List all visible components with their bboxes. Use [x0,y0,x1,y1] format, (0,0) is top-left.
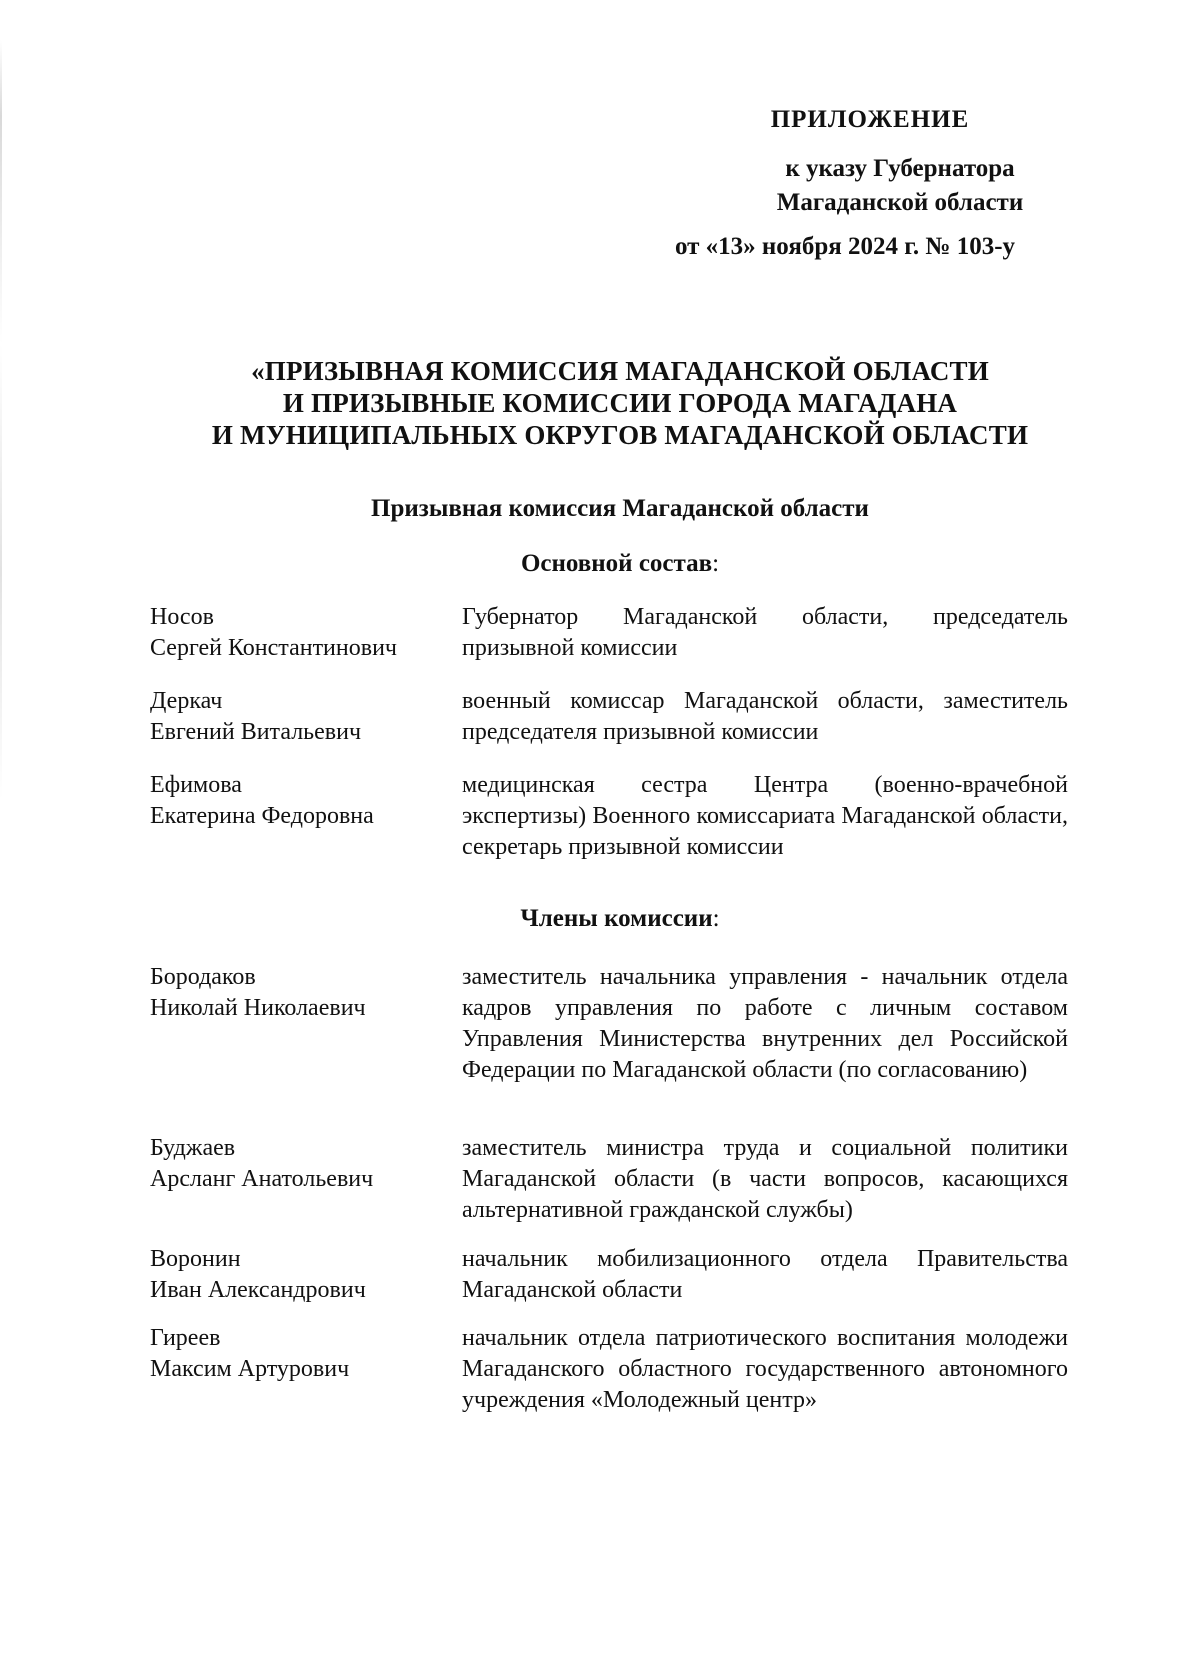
commission-subtitle: Призывная комиссия Магаданской области [371,495,869,522]
title-line-2: И ПРИЗЫВНЫЕ КОМИССИИ ГОРОДА МАГАДАНА [282,388,958,418]
main-composition-heading [150,548,1090,580]
member-name [150,686,450,748]
member-name [150,1133,450,1195]
member-name [150,1244,450,1306]
appendix-decree-line: к указу Губернатора [785,155,1015,182]
member-surname: Воронин [150,1246,241,1272]
appendix-header [600,103,1160,264]
title-line-3: И МУНИЦИПАЛЬНЫХ ОКРУГОВ МАГАДАНСКОЙ ОБЛАСТИ [211,420,1029,450]
member-role: медицинская сестра Центра (военно-врачебной экспертизы) Военного комиссариата Магаданской области, секретарь призывной комиссии [462,772,1068,860]
member-surname: Носов [150,604,214,630]
appendix-date-number: от «13» ноября 2024 г. № 103-у [674,233,1016,260]
commission-members-heading [150,903,1090,935]
appendix-region-line: Магаданской области [776,189,1024,216]
member-given-name: Арсланг Анатольевич [150,1166,374,1192]
member-given-name: Иван Александрович [150,1277,366,1303]
commission-members-heading-colon: : [712,905,720,932]
member-given-name: Евгений Витальевич [150,719,362,745]
member-given-name: Сергей Константинович [150,635,397,661]
member-role: заместитель министра труда и социальной политики Магаданской области (в части вопросов, касающихся альтернативной гражданской службы) [462,1135,1068,1223]
member-role: начальник мобилизационного отдела Правительства Магаданской области [462,1246,1068,1303]
member-name [150,962,450,1024]
member-given-name: Максим Артурович [150,1356,350,1382]
title-line-1: «ПРИЗЫВНАЯ КОМИССИЯ МАГАДАНСКОЙ ОБЛАСТИ [251,356,989,386]
scan-edge-shadow [0,40,2,800]
member-given-name: Екатерина Федоровна [150,803,374,829]
member-name [150,1323,450,1385]
member-surname: Ефимова [150,772,242,798]
member-role: заместитель начальника управления - начальник отдела кадров управления по работе с личным составом Управления Министерства внутренних дел Российской Федерации по Магаданской области (по согласованию) [462,964,1068,1083]
member-role: начальник отдела патриотического воспитания молодежи Магаданского областного государственного автономного учреждения «Молодежный центр» [462,1325,1068,1413]
main-composition-heading-colon: : [712,550,720,577]
member-surname: Деркач [150,688,223,714]
member-role: Губернатор Магаданской области, председатель призывной комиссии [462,604,1068,661]
commission-members-heading-text: Члены комиссии [520,905,713,932]
appendix-heading: ПРИЛОЖЕНИЕ [770,106,970,133]
member-surname: Бородаков [150,964,256,990]
member-name [150,602,450,664]
member-role: военный комиссар Магаданской области, заместитель председателя призывной комиссии [462,688,1068,745]
member-surname: Гиреев [150,1325,221,1351]
main-composition-heading-text: Основной состав [520,550,713,577]
member-name [150,770,450,832]
member-given-name: Николай Николаевич [150,995,366,1021]
document-title [150,355,1090,451]
member-surname: Буджаев [150,1135,236,1161]
